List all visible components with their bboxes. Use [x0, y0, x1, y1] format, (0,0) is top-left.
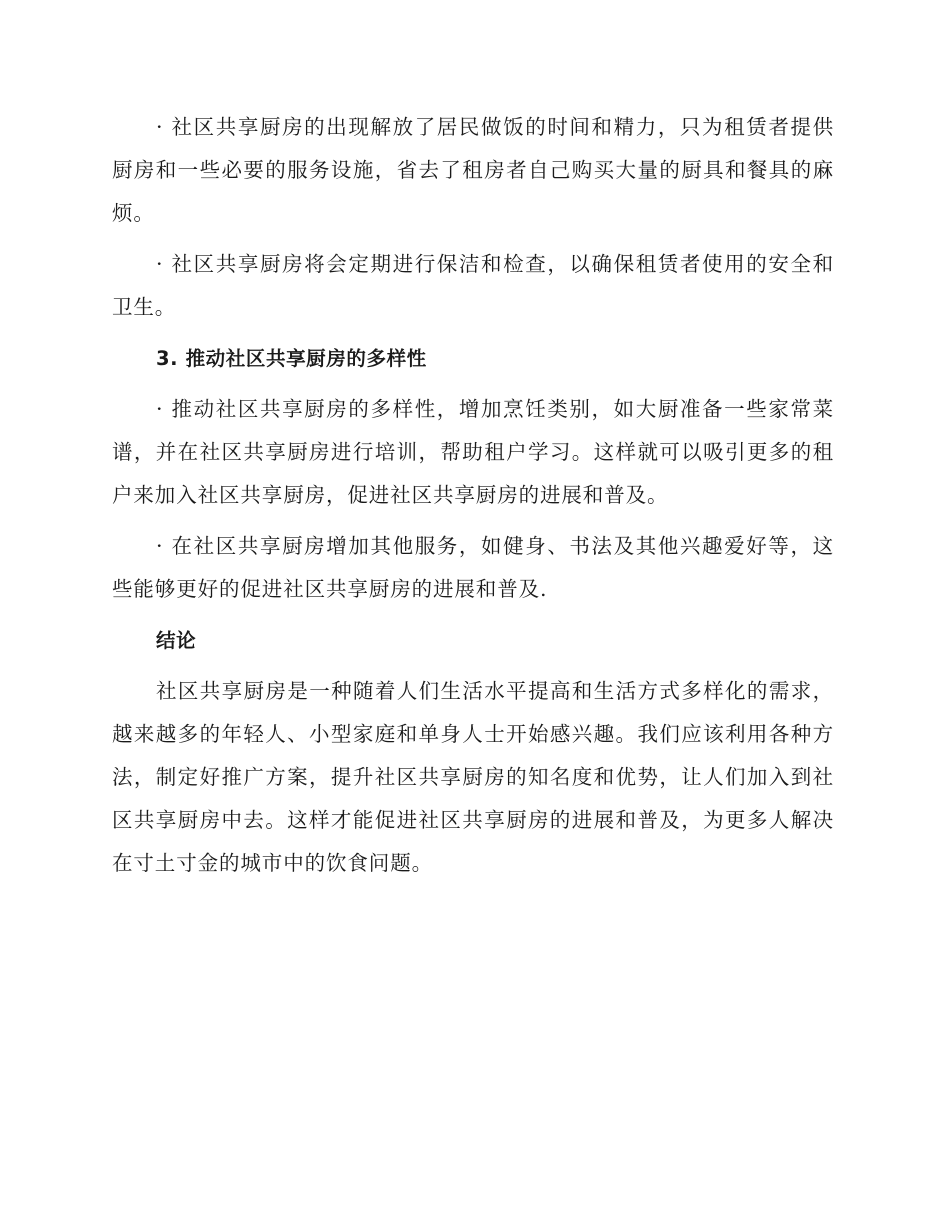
- document-body: [112, 106, 834, 893]
- bullet-paragraph-other-services: · 在社区共享厨房增加其他服务，如健身、书法及其他兴趣爱好等，这些能够更好的促进社区共享厨房的进展和普及.: [112, 534, 834, 601]
- bullet-paragraph-time-saving: · 社区共享厨房的出现解放了居民做饭的时间和精力，只为租赁者提供厨房和一些必要的服务设施，省去了租房者自己购买大量的厨具和餐具的麻烦。: [112, 115, 834, 225]
- bullet-paragraph-cooking-variety: · 推动社区共享厨房的多样性，增加烹饪类别，如大厨准备一些家常菜谱，并在社区共享厨房进行培训，帮助租户学习。这样就可以吸引更多的租户来加入社区共享厨房，促进社区共享厨房的进展和普及。: [112, 397, 834, 507]
- section-heading-diversity: 3. 推动社区共享厨房的多样性: [156, 347, 427, 370]
- conclusion-paragraph: 社区共享厨房是一种随着人们生活水平提高和生活方式多样化的需求，越来越多的年轻人、小型家庭和单身人士开始感兴趣。我们应该利用各种方法，制定好推广方案，提升社区共享厨房的知名度和优势，让人们加入到社区共享厨房中去。这样才能促进社区共享厨房的进展和普及，为更多人解决在寸土寸金的城市中的饮食问题。: [112, 679, 834, 875]
- bullet-paragraph-cleaning: · 社区共享厨房将会定期进行保洁和检查，以确保租赁者使用的安全和卫生。: [112, 252, 834, 319]
- section-heading-conclusion: 结论: [156, 629, 197, 652]
